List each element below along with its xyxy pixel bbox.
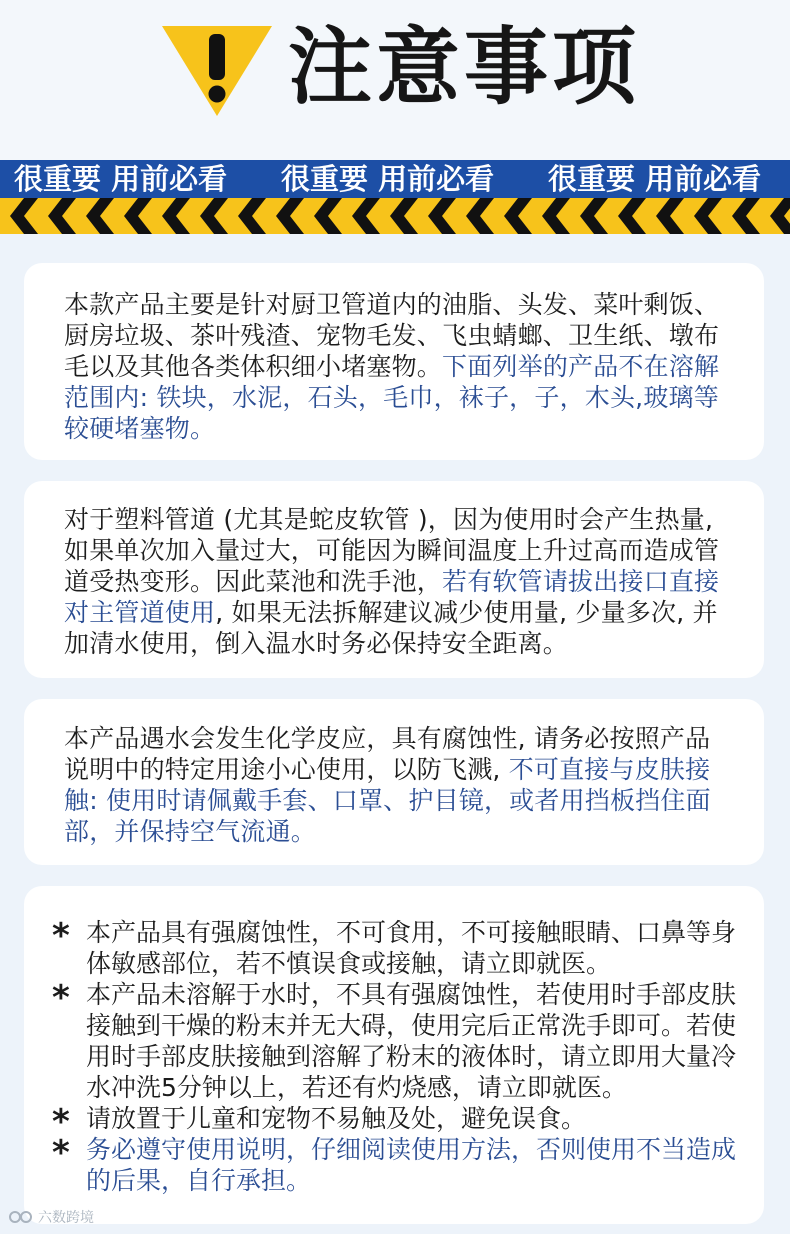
note-text: 务必遵守使用说明，仔细阅读使用方法，否则使用不当造成的后果，自行承担。 xyxy=(86,1135,737,1195)
asterisk-icon: * xyxy=(52,978,70,1018)
note-item xyxy=(52,979,742,1103)
card-2-highlight: 若有软管请拔出接口直接对主管道使用 xyxy=(64,567,720,627)
warning-banner xyxy=(0,160,790,198)
card-3-highlight: 不可直接与皮肤接触: 使用时请佩戴手套、口罩、护目镜，或者用挡板挡住面部，并保持空气流通。 xyxy=(64,755,711,846)
warning-icon xyxy=(162,20,272,120)
info-card-1 xyxy=(24,263,764,460)
card-3-text xyxy=(64,723,734,847)
card-1-text xyxy=(64,289,734,444)
note-text: 本产品具有强腐蚀性，不可食用，不可接触眼睛、口鼻等身体敏感部位，若不慎误食或接触，请立即就医。 xyxy=(86,918,737,978)
asterisk-icon: * xyxy=(52,1133,70,1173)
note-text: 本产品未溶解于水时，不具有强腐蚀性，若使用时手部皮肤接触到干燥的粉末并无大碍，使用完后正常洗手即可。若使用时手部皮肤接触到溶解了粉末的液体时，请立即用大量冷水冲洗5分钟以上，若还有灼烧感，请立即就医。 xyxy=(86,980,737,1102)
header xyxy=(0,0,790,160)
asterisk-icon: * xyxy=(52,1102,70,1142)
banner-text-3: 很重要 用前必看 xyxy=(548,162,762,196)
watermark xyxy=(8,1207,94,1227)
note-item xyxy=(52,1102,742,1142)
notes-list xyxy=(52,917,742,1196)
card-2-normal: 对于塑料管道 (尤其是蛇皮软管 )，因为使用时会产生热量, 如果单次加入量过大，可能因为瞬间温度上升过高而造成管道受热变形。因此菜池和洗手池， xyxy=(64,505,720,596)
card-1-highlight: 下面列举的产品不在溶解范围内: 铁块，水泥，石头，毛巾，袜子，子，木头,玻璃等较硬堵塞物。 xyxy=(64,352,720,443)
note-item xyxy=(52,917,742,979)
info-card-3 xyxy=(24,699,764,865)
asterisk-icon: * xyxy=(52,916,70,956)
page-title: 注意事项 xyxy=(288,18,641,116)
watermark-text: 六数跨境 xyxy=(38,1210,94,1226)
note-item xyxy=(52,1134,742,1196)
banner-text-2: 很重要 用前必看 xyxy=(281,162,495,196)
hazard-stripe xyxy=(0,198,790,234)
watermark-logo-icon xyxy=(8,1209,34,1225)
info-card-2 xyxy=(24,481,764,678)
card-2-tail: , 如果无法拆解建议减少使用量, 少量多次, 并加清水使用，倒入温水时务必保持安全距离。 xyxy=(64,598,718,658)
card-2-text xyxy=(64,504,734,659)
note-text: 请放置于儿童和宠物不易触及处，避免误食。 xyxy=(86,1104,587,1133)
card-1-normal: 本款产品主要是针对厨卫管道内的油脂、头发、菜叶剩饭、厨房垃圾、茶叶残渣、宠物毛发、飞虫蜻螂、卫生纸、墩布毛以及其他各类体积细小堵塞物。 xyxy=(64,290,720,381)
banner-text-1: 很重要 用前必看 xyxy=(14,162,228,196)
card-3-normal: 本产品遇水会发生化学皮应，具有腐蚀性, 请务必按照产品说明中的特定用途小心使用，以防飞溅, xyxy=(64,724,711,784)
